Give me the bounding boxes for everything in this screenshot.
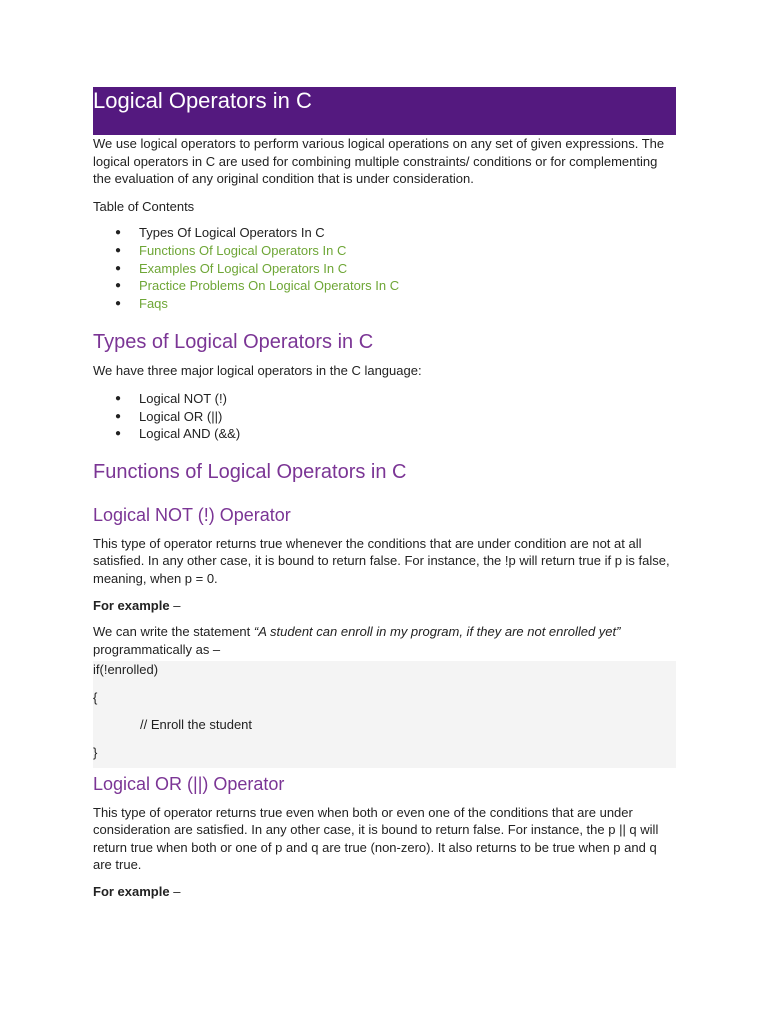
or-heading: Logical OR (||) Operator bbox=[93, 773, 285, 794]
toc-label: Table of Contents bbox=[93, 198, 195, 214]
code-line-3: // Enroll the student bbox=[140, 717, 253, 733]
functions-heading: Functions of Logical Operators in C bbox=[93, 460, 407, 483]
types-list bbox=[93, 390, 676, 443]
not-statement bbox=[93, 623, 676, 658]
or-example-line bbox=[93, 883, 676, 901]
toc-item-examples[interactable]: ● Examples Of Logical Operators In C bbox=[93, 260, 676, 278]
toc-item-types[interactable]: ● Types Of Logical Operators In C bbox=[93, 224, 676, 242]
or-example-label: For example bbox=[93, 884, 170, 900]
types-item-or: ● Logical OR (||) bbox=[93, 408, 676, 426]
not-statement-suffix: programmatically as – bbox=[93, 641, 221, 657]
intro-paragraph: We use logical operators to perform various logical operations on any set of given expressions. The logical operators in C are used for combining multiple constraints/ conditions or for complementing the evaluation of any original condition that is under consideration. bbox=[93, 136, 665, 187]
types-item-and: ● Logical AND (&&) bbox=[93, 425, 676, 443]
types-item-not: ● Logical NOT (!) bbox=[93, 390, 676, 408]
not-example-dash: – bbox=[169, 597, 181, 613]
not-heading: Logical NOT (!) Operator bbox=[93, 504, 291, 525]
page-title bbox=[93, 87, 676, 135]
toc-list bbox=[93, 224, 676, 312]
types-heading: Types of Logical Operators in C bbox=[93, 331, 374, 354]
toc-item-faqs[interactable]: ● Faqs bbox=[93, 295, 676, 313]
not-text: This type of operator returns true whenever the conditions that are under condition are not at all satisfied. In any other case, it is bound to return false. For instance, the !p will return true if p is false, meaning, when p = 0. bbox=[93, 535, 670, 586]
or-example-dash: – bbox=[169, 884, 181, 900]
toc-item-functions[interactable]: ● Functions Of Logical Operators In C bbox=[93, 242, 676, 260]
not-example-label: For example bbox=[93, 597, 170, 613]
not-statement-prefix: We can write the statement bbox=[93, 624, 254, 640]
not-example-line bbox=[93, 597, 676, 615]
document-content bbox=[93, 87, 676, 901]
code-line-1: if(!enrolled) bbox=[93, 662, 159, 678]
code-line-2: { bbox=[93, 689, 98, 705]
code-line-4: } bbox=[93, 745, 98, 761]
types-text: We have three major logical operators in the C language: bbox=[93, 363, 422, 379]
not-statement-quote: “A student can enroll in my program, if they are not enrolled yet” bbox=[253, 624, 621, 640]
toc-item-practice[interactable]: ● Practice Problems On Logical Operators In C bbox=[93, 277, 676, 295]
or-text: This type of operator returns true even when both or even one of the conditions that are under consideration are satisfied. In any other case, it is bound to return false. For instance, the p || q will return true when both or one of p and q are true (non-zero). It also returns to be true when p and q are true. bbox=[93, 804, 659, 873]
code-block bbox=[93, 661, 676, 767]
page-title-text: Logical Operators in C bbox=[93, 88, 312, 113]
